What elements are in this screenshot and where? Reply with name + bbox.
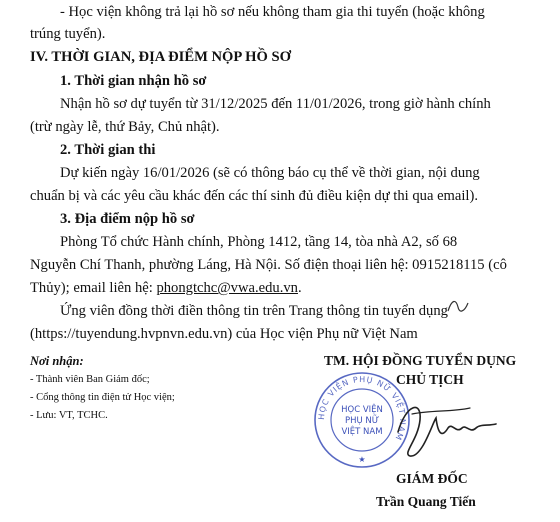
subsection-3-line-1: Phòng Tổ chức Hành chính, Phòng 1412, tầng 14, tòa nhà A2, số 68 xyxy=(60,234,458,250)
closing-line-2: (https://tuyendung.hvpnvn.edu.vn) của Học viện Phụ nữ Việt Nam xyxy=(30,326,418,342)
subsection-1-line-2: (trừ ngày lễ, thứ Bảy, Chủ nhật). xyxy=(30,119,220,135)
recipient-item: - Cổng thông tin điện tử Học viện; xyxy=(30,392,175,403)
recipient-item: - Lưu: VT, TCHC. xyxy=(30,410,108,421)
recipients-title: Nơi nhận: xyxy=(30,354,84,368)
signer-position: GIÁM ĐỐC xyxy=(396,471,468,486)
contact-email-link[interactable]: phongtchc@vwa.edu.vn xyxy=(156,280,298,296)
handwritten-signature xyxy=(392,394,502,466)
section-title: IV. THỜI GIAN, ĐỊA ĐIỂM NỘP HỒ SƠ xyxy=(30,49,291,65)
signature-role-line: CHỦ TỊCH xyxy=(396,372,464,387)
recipient-item: - Thành viên Ban Giám đốc; xyxy=(30,374,150,385)
seal-star-icon: ★ xyxy=(358,455,366,464)
subsection-2-line-2: chuẩn bị và các yêu cầu khác đến các thí sinh đủ điều kiện dự thi qua email). xyxy=(30,188,478,204)
signature-org-line: TM. HỘI ĐỒNG TUYỂN DỤNG xyxy=(324,353,517,368)
contact-email-suffix: . xyxy=(297,280,302,296)
seal-center-line-3: VIỆT NAM xyxy=(341,427,383,437)
signature-tail-mark xyxy=(446,297,472,317)
bullet-line-1: - Học viện không trả lại hồ sơ nếu không tham gia thi tuyển (hoặc không xyxy=(60,4,485,20)
seal-center-line-1: HỌC VIỆN xyxy=(341,405,383,415)
subsection-1-title: 1. Thời gian nhận hồ sơ xyxy=(60,73,207,89)
subsection-2-title: 2. Thời gian thi xyxy=(60,142,156,158)
bullet-line-2: trúng tuyển). xyxy=(30,26,106,42)
signer-name: Trần Quang Tiến xyxy=(376,494,476,509)
closing-line-1: Ứng viên đồng thời điền thông tin trên Trang thông tin tuyển dụng xyxy=(60,303,448,319)
subsection-3-title: 3. Địa điểm nộp hồ sơ xyxy=(60,211,195,227)
subsection-2-line-1: Dự kiến ngày 16/01/2026 (sẽ có thông báo cụ thể về thời gian, nội dung xyxy=(60,165,480,181)
subsection-3-line-2: Nguyễn Chí Thanh, phường Láng, Hà Nội. Số điện thoại liên hệ: 0915218115 (cô xyxy=(30,257,507,273)
subsection-3-line-3 xyxy=(30,277,302,299)
subsection-1-line-1: Nhận hồ sơ dự tuyển từ 31/12/2025 đến 11/01/2026, trong giờ hành chính xyxy=(60,96,491,112)
contact-email-prefix: Thủy); email liên hệ: xyxy=(30,280,157,296)
seal-center-line-2: PHỤ NỮ xyxy=(344,416,380,426)
seal-ring-text: HỌC VIỆN PHỤ NỮ VIỆT NAM xyxy=(316,374,408,443)
